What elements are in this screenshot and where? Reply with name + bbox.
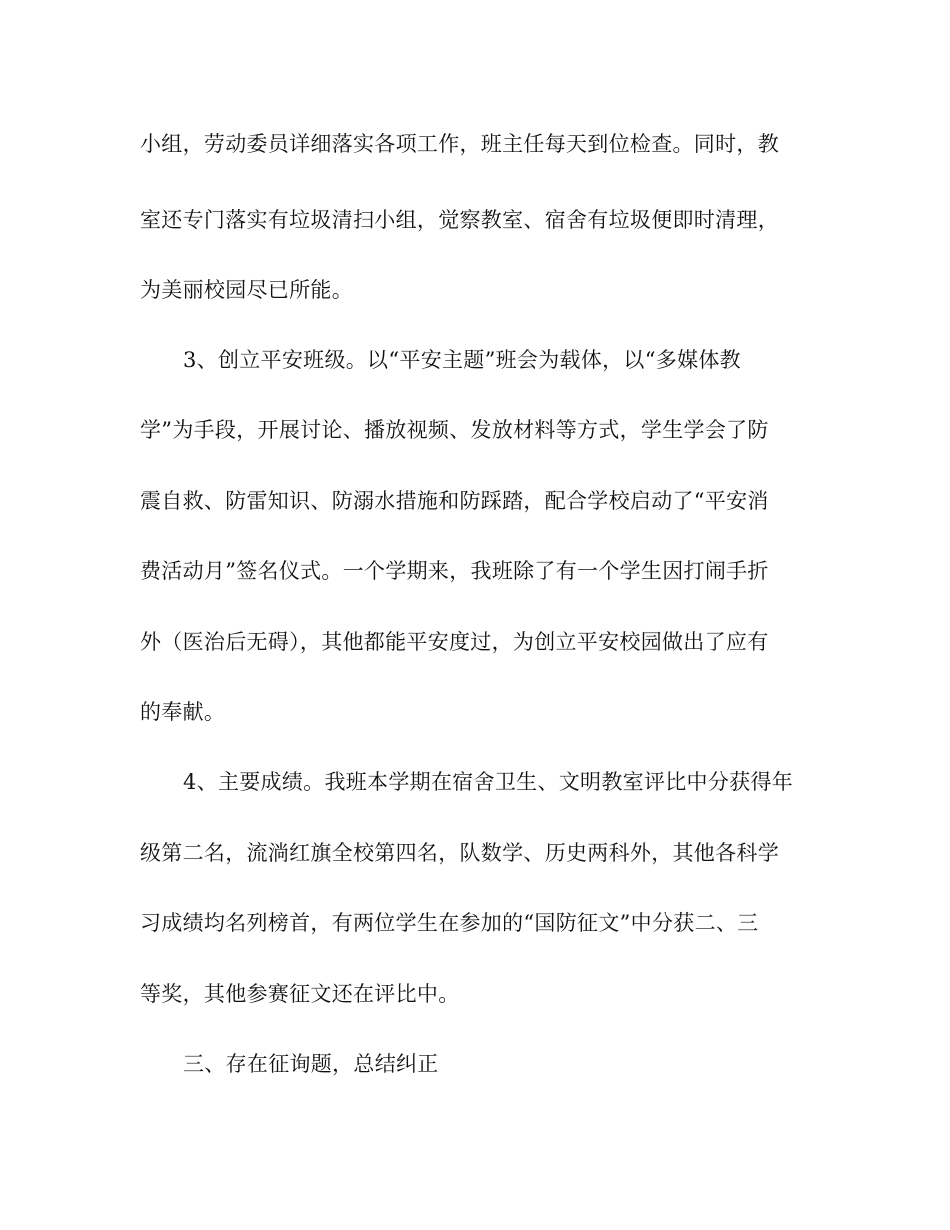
text-line: 的奉献。	[140, 700, 226, 724]
text-line: 级第二名，流淌红旗全校第四名，队数学、历史两科外，其他各科学	[140, 841, 779, 865]
text-line: 小组，劳动委员详细落实各项工作，班主任每天到位检查。同时，教	[140, 132, 779, 156]
text-line: 室还专门落实有垃圾清扫小组，觉察教室、宿舍有垃圾便即时清理，	[140, 208, 779, 232]
paragraph-start-line: 3、创立平安班级。以“平安主题”班会为载体，以“多媒体教	[183, 348, 741, 372]
text-line: 为美丽校园尽已所能。	[140, 278, 353, 302]
text-line: 习成绩均名列榜首，有两位学生在参加的“国防征文”中分获二、三	[140, 911, 759, 935]
text-line: 等奖，其他参赛征文还在评比中。	[140, 982, 460, 1006]
text-line: 外（医治后无碍），其他都能平安度过，为创立平安校园做出了应有	[140, 630, 769, 654]
paragraph-start-line: 4、主要成绩。我班本学期在宿舍卫生、文明教室评比中分获得年	[183, 770, 794, 794]
text-line: 费活动月”签名仪式。一个学期来，我班除了有一个学生因打闹手折	[140, 559, 769, 583]
section-heading: 三、存在征询题，总结纠正	[183, 1052, 439, 1076]
text-line: 震自救、防雷知识、防溺水措施和防踩踏，配合学校启动了“平安消	[140, 489, 769, 513]
text-line: 学”为手段，开展讨论、播放视频、发放材料等方式，学生学会了防	[140, 418, 769, 442]
